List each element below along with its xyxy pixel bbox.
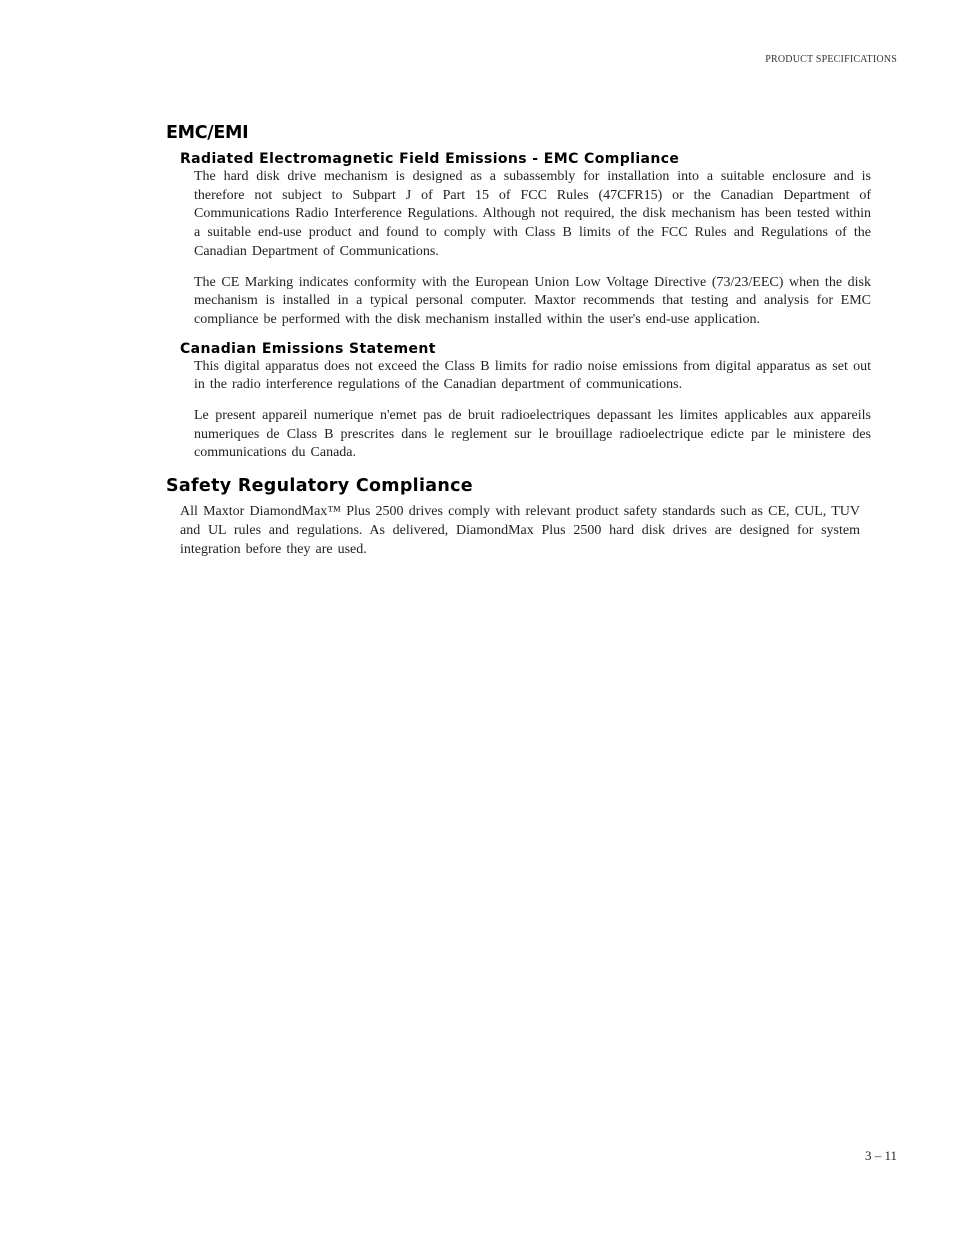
running-header: PRODUCT SPECIFICATIONS: [765, 54, 897, 65]
subsection-title-canadian-emissions: Canadian Emissions Statement: [180, 340, 436, 357]
page-number: 3 – 11: [864, 1148, 897, 1163]
paragraph-safety-compliance: All Maxtor DiamondMax™ Plus 2500 drives comply with relevant product safety standards such as CE, CUL, TUV and UL rules and regulations. As delivered, DiamondMax Plus 2500 hard disk drives are designed for system integration before they are used.: [180, 504, 860, 557]
subsection-title-radiated-emissions: Radiated Electromagnetic Field Emissions - EMC Compliance: [180, 151, 680, 167]
page-content: [166, 122, 871, 571]
paragraph-radiated-emissions: The hard disk drive mechanism is designed as a subassembly for installation into a suitable enclosure and is therefore not subject to Subpart J of Part 15 of FCC Rules (47CFR15) or the Canadian Department of Communications Radio Interference Regulations. Although not required, the disk mechanism has been tested within a suitable end-use product and found to comply with Class B limits of the FCC Rules and Regulations of the Canadian Department of Communications.: [194, 169, 871, 259]
paragraph-canadian-french: Le present appareil numerique n'emet pas de bruit radioelectriques depassant les limites applicables aux appareils numeriques de Class B prescrites dans le reglement sur le brouillage radioelectrique edicte par le ministere des communications du Canada.: [194, 408, 871, 461]
section-title-safety-compliance: Safety Regulatory Compliance: [166, 476, 473, 497]
paragraph-canadian-english: This digital apparatus does not exceed the Class B limits for radio noise emissions from digital apparatus as set out in the radio interference regulations of the Canadian department of communications.: [194, 358, 871, 393]
section-title-emc-emi: EMC/EMI: [166, 123, 249, 143]
paragraph-ce-marking: The CE Marking indicates conformity with the European Union Low Voltage Directive (73/23/EEC) when the disk mechanism is installed in a typical personal computer. Maxtor recommends that testing and analysis for EMC compliance be performed with the disk mechanism installed within the user's end-use application.: [194, 274, 871, 327]
